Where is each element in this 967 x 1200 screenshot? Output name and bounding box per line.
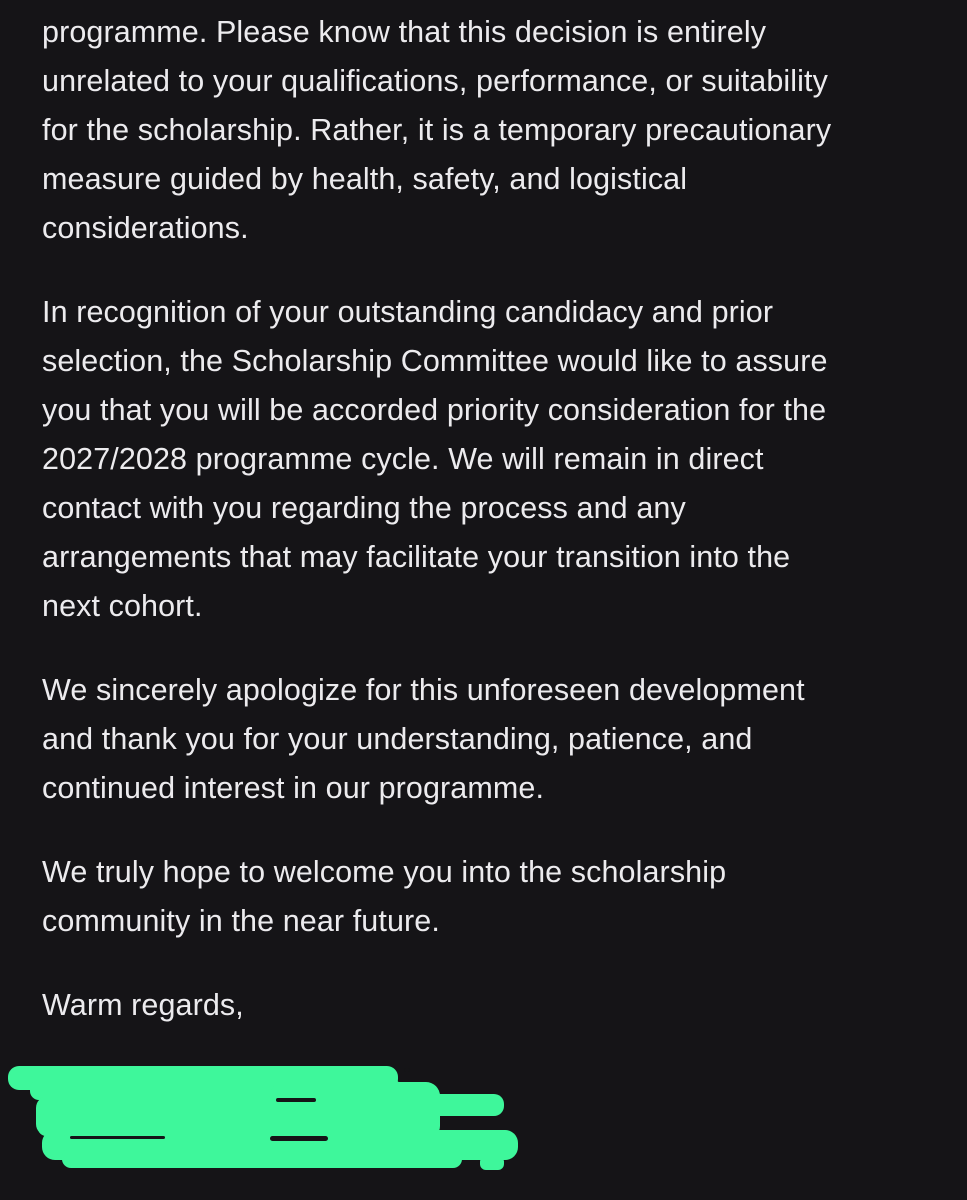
- paragraph-welcome: [42, 848, 942, 946]
- text-line: In recognition of your outstanding candidacy and prior: [42, 295, 774, 329]
- text-line: contact with you regarding the process and any: [42, 491, 686, 525]
- paragraph-recognition: [42, 288, 942, 631]
- text-line: considerations.: [42, 211, 249, 245]
- closing: [42, 981, 942, 1030]
- text-line: We truly hope to welcome you into the scholarship: [42, 855, 727, 889]
- text-line: arrangements that may facilitate your transition into the: [42, 540, 791, 574]
- text-line: selection, the Scholarship Committee would like to assure: [42, 344, 828, 378]
- text-line: you that you will be accorded priority consideration for the: [42, 393, 827, 427]
- text-line: 2027/2028 programme cycle. We will remain in direct: [42, 442, 764, 476]
- text-line: continued interest in our programme.: [42, 771, 545, 805]
- text-line: community in the near future.: [42, 904, 440, 938]
- text-line: programme. Please know that this decision is entirely: [42, 15, 767, 49]
- email-body: [42, 8, 942, 1065]
- text-line: for the scholarship. Rather, it is a temporary precautionary: [42, 113, 832, 147]
- text-line: and thank you for your understanding, patience, and: [42, 722, 753, 756]
- paragraph-decision: [42, 8, 942, 253]
- closing-text: Warm regards,: [42, 988, 244, 1022]
- signature-redaction: [8, 1052, 528, 1177]
- text-line: next cohort.: [42, 589, 203, 623]
- redaction-marker-strokes: [8, 1066, 518, 1170]
- text-line: We sincerely apologize for this unforeseen development: [42, 673, 805, 707]
- paragraph-apology: [42, 666, 942, 813]
- text-line: measure guided by health, safety, and logistical: [42, 162, 688, 196]
- text-line: unrelated to your qualifications, performance, or suitability: [42, 64, 828, 98]
